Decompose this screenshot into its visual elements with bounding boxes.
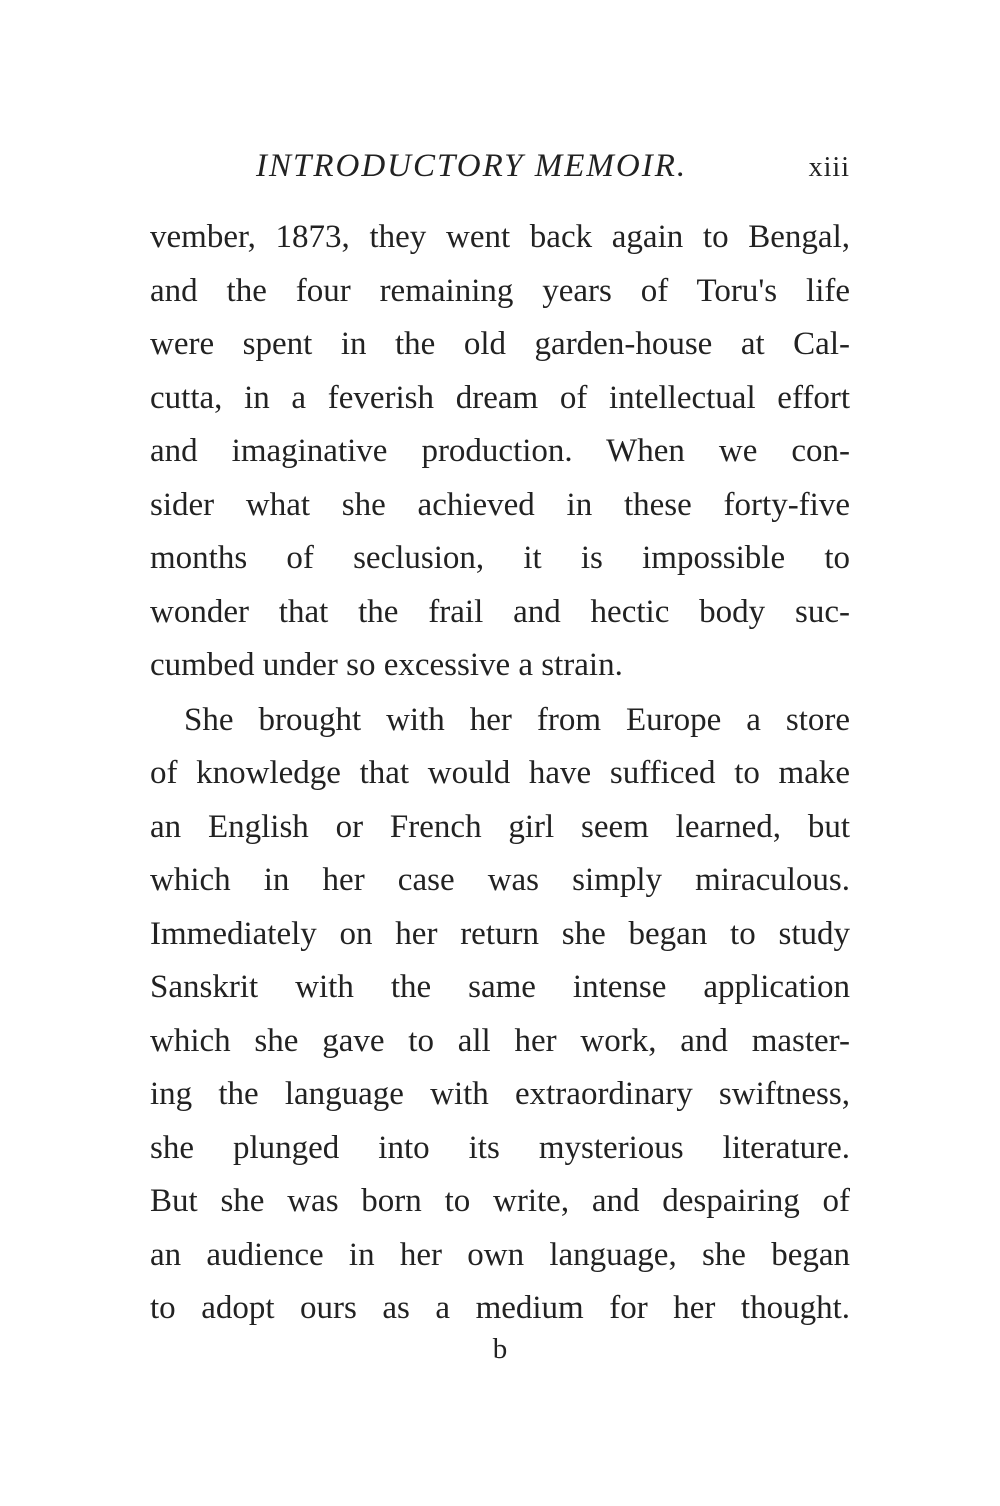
- text-line: were spent in the old garden-house at Cal-: [150, 326, 850, 362]
- text-line: an English or French girl seem learned, but: [150, 809, 850, 845]
- text-line: sider what she achieved in these forty-five: [150, 487, 850, 523]
- text-line: cutta, in a feverish dream of intellectual effort: [150, 380, 850, 416]
- text-line: and the four remaining years of Toru's life: [150, 273, 850, 309]
- paragraph-first-line: She brought with her from Europe a store: [184, 702, 850, 738]
- text-line: which she gave to all her work, and master-: [150, 1023, 850, 1059]
- running-title: INTRODUCTORY MEMOIR.: [256, 148, 688, 184]
- text-line: months of seclusion, it is impossible to: [150, 540, 850, 576]
- text-line: wonder that the frail and hectic body suc-: [150, 594, 850, 630]
- running-head: [150, 146, 850, 196]
- text-line: Immediately on her return she began to study: [150, 916, 850, 952]
- text-line: ing the language with extraordinary swiftness,: [150, 1076, 850, 1112]
- text-line: which in her case was simply miraculous.: [150, 862, 850, 898]
- text-line: But she was born to write, and despairing of: [150, 1183, 850, 1219]
- text-line: of knowledge that would have sufficed to make: [150, 755, 850, 791]
- text-line: an audience in her own language, she began: [150, 1237, 850, 1273]
- signature-mark: b: [492, 1333, 508, 1365]
- paragraph-last-line: cumbed under so excessive a strain.: [150, 647, 623, 683]
- text-line: and imaginative production. When we con-: [150, 433, 850, 469]
- text-line: to adopt ours as a medium for her thought.: [150, 1290, 850, 1326]
- text-line: Sanskrit with the same intense application: [150, 969, 850, 1005]
- text-line: she plunged into its mysterious literature.: [150, 1130, 850, 1166]
- page-number: xiii: [808, 152, 850, 183]
- text-line: vember, 1873, they went back again to Bengal,: [150, 219, 850, 255]
